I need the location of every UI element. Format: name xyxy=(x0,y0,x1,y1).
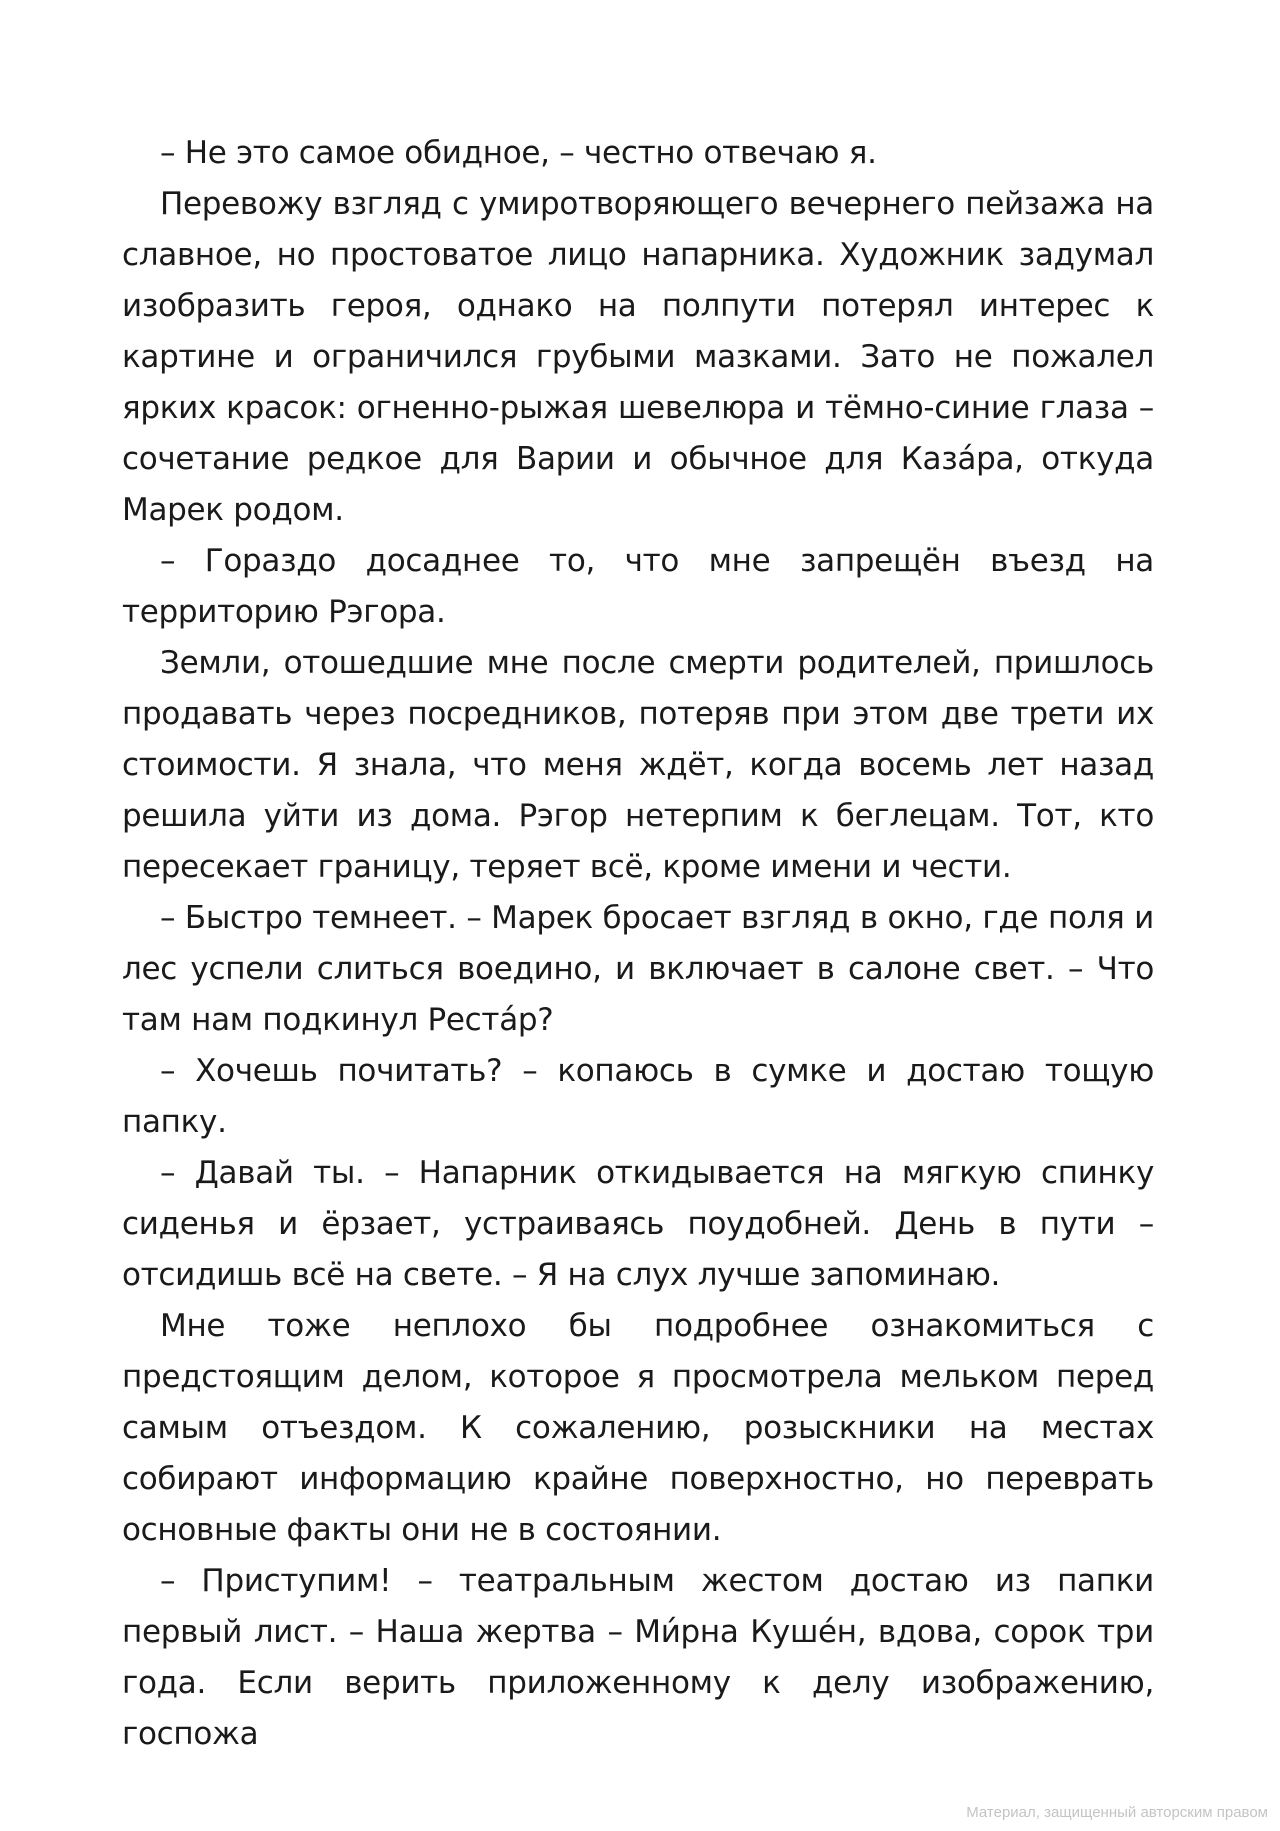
copyright-watermark: Материал, защищенный авторским правом xyxy=(966,1804,1268,1821)
paragraph: – Быстро темнеет. – Марек бросает взгляд в окно, где поля и лес успели слиться воедино, и включает в салоне свет. – Что там нам подкинул Реста́р? xyxy=(122,900,1154,1038)
paragraph: – Гораздо досаднее то, что мне запрещён въезд на территорию Рэгора. xyxy=(122,543,1154,630)
paragraph: – Хочешь почитать? – копаюсь в сумке и достаю тощую папку. xyxy=(122,1053,1154,1140)
paragraph: – Давай ты. – Напарник откидывается на мягкую спинку сиденья и ёрзает, устраиваясь поудобней. День в пути – отсидишь всё на свете. – Я на слух лучше запоминаю. xyxy=(122,1155,1154,1293)
paragraph: – Приступим! – театральным жестом достаю из папки первый лист. – Наша жертва – Ми́рна Куше́н, вдова, сорок три года. Если верить приложенному к делу изображению, госпожа xyxy=(122,1563,1154,1752)
paragraph: Перевожу взгляд с умиротворяющего вечернего пейзажа на славное, но простоватое лицо напарника. Художник задумал изобразить героя, однако на полпути потерял интерес к картине и ограничился грубыми мазками. Зато не пожалел ярких красок: огненно-рыжая шевелюра и тёмно-синие глаза – сочетание редкое для Варии и обычное для Каза́ра, откуда Марек родом. xyxy=(122,186,1154,528)
text-column xyxy=(122,128,1154,1760)
paragraph: – Не это самое обидное, – честно отвечаю я. xyxy=(160,135,877,171)
paragraph: Мне тоже неплохо бы подробнее ознакомиться с предстоящим делом, которое я просмотрела мельком перед самым отъездом. К сожалению, розыскники на местах собирают информацию крайне поверхностно, но переврать основные факты они не в состоянии. xyxy=(122,1308,1154,1548)
paragraph: Земли, отошедшие мне после смерти родителей, пришлось продавать через посредников, потеряв при этом две трети их стоимости. Я знала, что меня ждёт, когда восемь лет назад решила уйти из дома. Рэгор нетерпим к беглецам. Тот, кто пересекает границу, теряет всё, кроме имени и чести. xyxy=(122,645,1154,885)
